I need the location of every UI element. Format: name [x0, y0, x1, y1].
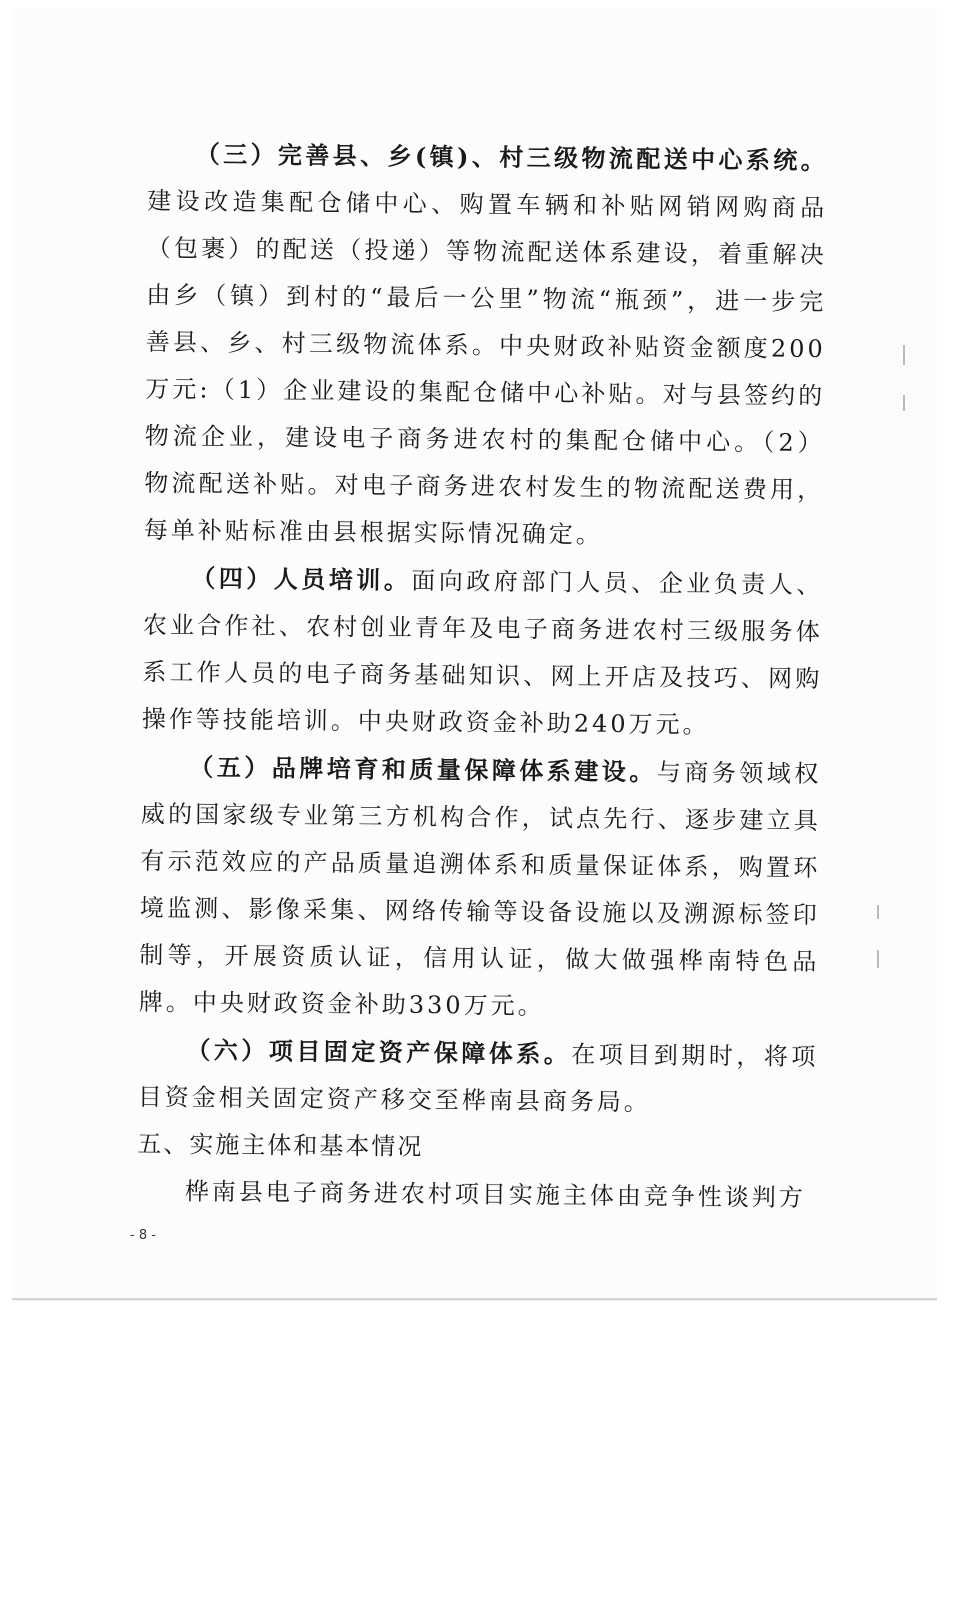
- paragraph-text: 建设改造集配仓储中心、购置车辆和补贴网销网购商品（包裹）的配送（投递）等物流配送体系建设，着重解决由乡（镇）到村的“最后一公里”物流“瓶颈”，进一步完善县、乡、村三级物流体系。中央财政补贴资金额度200万元:（1）企业建设的集配仓储中心补贴。对与县签约的物流企业，建设电子商务进农村的集配仓储中心。（2）物流配送补贴。对电子商务进农村发生的物流配送费用，每单补贴标准由县根据实际情况确定。: [143, 186, 828, 549]
- paragraph-text: 面向政府部门人员、企业负责人、农业合作社、农村创业青年及电子商务进农村三级服务体系工作人员的电子商务基础知识、网上开店及技巧、网购操作等技能培训。中央财政资金补助240万元。: [141, 566, 824, 739]
- paragraph-lead: （五）品牌培育和质量保障体系建设。: [189, 752, 657, 787]
- section-heading: 五、实施主体和基本情况: [137, 1129, 424, 1161]
- paragraph-training: [142, 554, 824, 750]
- paragraph-brand: [139, 743, 822, 1033]
- paragraph-assets: [138, 1026, 819, 1128]
- page-number: - 8 -: [130, 1228, 156, 1243]
- margin-mark: [877, 905, 879, 919]
- paragraph-lead: （六）项目固定资产保障体系。: [186, 1035, 572, 1069]
- margin-mark: [903, 395, 905, 411]
- paragraph-closing: 桦南县电子商务进农村项目实施主体由竞争性谈判方: [184, 1177, 806, 1212]
- paragraph-lead: （四）人员培训。: [191, 563, 412, 595]
- paragraph-lead: （三）完善县、乡(镇)、村三级物流配送中心系统。: [195, 139, 828, 176]
- paragraph-text: 与商务领域权威的国家级专业第三方机构合作，试点先行、逐步建立具有示范效应的产品质量追溯体系和质量保证体系，购置环境监测、影像采集、网络传输等设备设施以及溯源标签印制等，开展资质认证，信用认证，做大做强桦南特色品牌。中央财政资金补助330万元。: [138, 758, 822, 1021]
- margin-mark: [903, 345, 905, 365]
- margin-mark: [877, 950, 879, 968]
- paragraph-text: 在项目到期时，将项目资金相关固定资产移交至桦南县商务局。: [137, 1040, 819, 1117]
- document-body: [137, 130, 828, 1222]
- paragraph-logistics: [144, 130, 828, 561]
